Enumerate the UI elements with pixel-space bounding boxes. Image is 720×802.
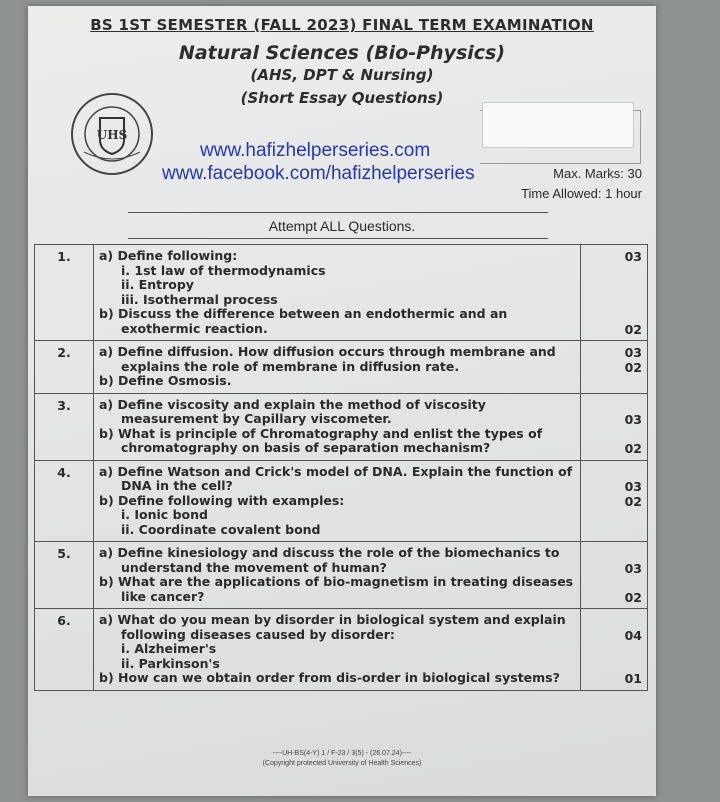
marks-value: 02 bbox=[624, 589, 642, 605]
question-marks bbox=[581, 460, 648, 542]
question-line: i. Alzheimer's bbox=[121, 641, 217, 656]
marks-value bbox=[586, 575, 642, 590]
question-marks bbox=[581, 393, 648, 460]
question-row bbox=[35, 460, 648, 542]
question-line: understand the movement of human? bbox=[121, 559, 387, 575]
marks-value: 02 bbox=[624, 321, 642, 337]
svg-text:UHS: UHS bbox=[96, 128, 128, 142]
marks-value bbox=[586, 278, 642, 293]
question-line: b) Discuss the difference between an endothermic and an bbox=[99, 306, 508, 321]
marks-value bbox=[586, 398, 642, 413]
question-number: 1. bbox=[35, 245, 94, 341]
divider bbox=[128, 212, 548, 213]
question-marks bbox=[581, 341, 648, 394]
question-body bbox=[94, 393, 581, 460]
question-number: 3. bbox=[35, 393, 94, 460]
marks-value bbox=[586, 427, 642, 442]
question-line: b) Define following with examples: bbox=[99, 492, 345, 508]
marks-value: 04 bbox=[624, 627, 642, 643]
question-body bbox=[94, 245, 581, 341]
marks-value: 03 bbox=[624, 560, 642, 576]
university-seal-icon bbox=[70, 92, 154, 176]
paper-code: ----UH-BS(4-Y) 1 / F-23 / 3(5) - (26.07.24)---- bbox=[272, 750, 412, 757]
question-line: like cancer? bbox=[121, 588, 205, 604]
question-marks bbox=[581, 609, 648, 691]
marks-value bbox=[586, 508, 642, 523]
marks-value: 02 bbox=[624, 441, 642, 456]
question-line: a) Define viscosity and explain the method of viscosity bbox=[99, 396, 486, 412]
question-line: explains the role of membrane in diffusion rate. bbox=[121, 358, 460, 374]
marks-value: 02 bbox=[624, 493, 642, 509]
marks-value bbox=[586, 465, 642, 480]
subject-title: Natural Sciences (Bio-Physics) bbox=[178, 42, 506, 64]
question-body bbox=[94, 542, 581, 609]
marks-value bbox=[586, 523, 642, 538]
question-line: a) What do you mean by disorder in biological system and explain bbox=[99, 612, 566, 627]
marks-value: 02 bbox=[624, 359, 642, 375]
question-line: a) Define Watson and Crick's model of DNA. Explain the function of bbox=[99, 463, 573, 479]
question-number: 5. bbox=[35, 542, 94, 609]
question-line: a) Define kinesiology and discuss the role of the biomechanics to bbox=[99, 545, 560, 560]
question-number: 2. bbox=[35, 341, 94, 394]
question-body bbox=[94, 460, 581, 542]
marks-value bbox=[586, 293, 642, 308]
question-line: ii. Coordinate covalent bond bbox=[121, 521, 321, 537]
marks-value bbox=[586, 642, 642, 657]
exam-paper bbox=[28, 6, 656, 796]
watermark-website: www.hafizhelperseries.com bbox=[200, 140, 431, 161]
marks-value: 03 bbox=[624, 345, 642, 360]
question-marks bbox=[581, 245, 648, 341]
question-line: b) How can we obtain order from dis-order in biological systems? bbox=[99, 670, 560, 685]
marks-value: 03 bbox=[624, 249, 642, 264]
question-row bbox=[35, 393, 648, 460]
question-line: chromatography on basis of separation mechanism? bbox=[121, 440, 491, 455]
time-allowed: Time Allowed: 1 hour bbox=[521, 186, 642, 201]
question-line: a) Define following: bbox=[99, 248, 238, 263]
exam-title: BS 1ST SEMESTER (FALL 2023) FINAL TERM EXAMINATION bbox=[90, 16, 594, 34]
question-number: 4. bbox=[35, 460, 94, 542]
max-marks: Max. Marks: 30 bbox=[553, 166, 642, 181]
question-line: following diseases caused by disorder: bbox=[121, 626, 395, 642]
marks-value bbox=[586, 546, 642, 561]
marks-value: 03 bbox=[624, 479, 642, 494]
programs-line: (AHS, DPT & Nursing) bbox=[250, 66, 434, 84]
marks-value bbox=[586, 374, 642, 389]
question-line: i. Ionic bond bbox=[121, 507, 208, 522]
marks-value bbox=[586, 264, 642, 279]
marks-value: 01 bbox=[624, 671, 642, 686]
question-line: a) Define diffusion. How diffusion occurs through membrane and bbox=[99, 344, 556, 359]
question-number: 6. bbox=[35, 609, 94, 691]
question-row bbox=[35, 245, 648, 341]
marks-value: 03 bbox=[624, 412, 642, 427]
divider bbox=[128, 238, 548, 239]
marks-value bbox=[586, 613, 642, 628]
question-row bbox=[35, 609, 648, 691]
marks-value bbox=[586, 657, 642, 672]
marks-value bbox=[586, 307, 642, 322]
redacted-box bbox=[482, 102, 634, 148]
question-body bbox=[94, 341, 581, 394]
question-line: ii. Parkinson's bbox=[121, 655, 220, 671]
question-line: b) Define Osmosis. bbox=[99, 373, 232, 388]
question-line: i. 1st law of thermodynamics bbox=[121, 262, 326, 278]
question-line: iii. Isothermal process bbox=[121, 291, 278, 307]
question-line: b) What is principle of Chromatography and enlist the types of bbox=[99, 425, 543, 441]
copyright-note: (Copyright protected University of Health Sciences) bbox=[262, 760, 422, 767]
questions-table bbox=[34, 244, 648, 691]
question-row bbox=[35, 341, 648, 394]
question-line: DNA in the cell? bbox=[121, 478, 233, 493]
instructions: Attempt ALL Questions. bbox=[268, 218, 416, 234]
question-line: exothermic reaction. bbox=[121, 320, 268, 336]
watermark-facebook: www.facebook.com/hafizhelperseries bbox=[162, 163, 475, 184]
question-line: measurement by Capillary viscometer. bbox=[121, 411, 392, 426]
question-line: b) What are the applications of bio-magnetism in treating diseases bbox=[99, 574, 574, 589]
question-marks bbox=[581, 542, 648, 609]
question-line: ii. Entropy bbox=[121, 277, 194, 292]
question-row bbox=[35, 542, 648, 609]
question-type-line: (Short Essay Questions) bbox=[240, 89, 444, 107]
question-body bbox=[94, 609, 581, 691]
